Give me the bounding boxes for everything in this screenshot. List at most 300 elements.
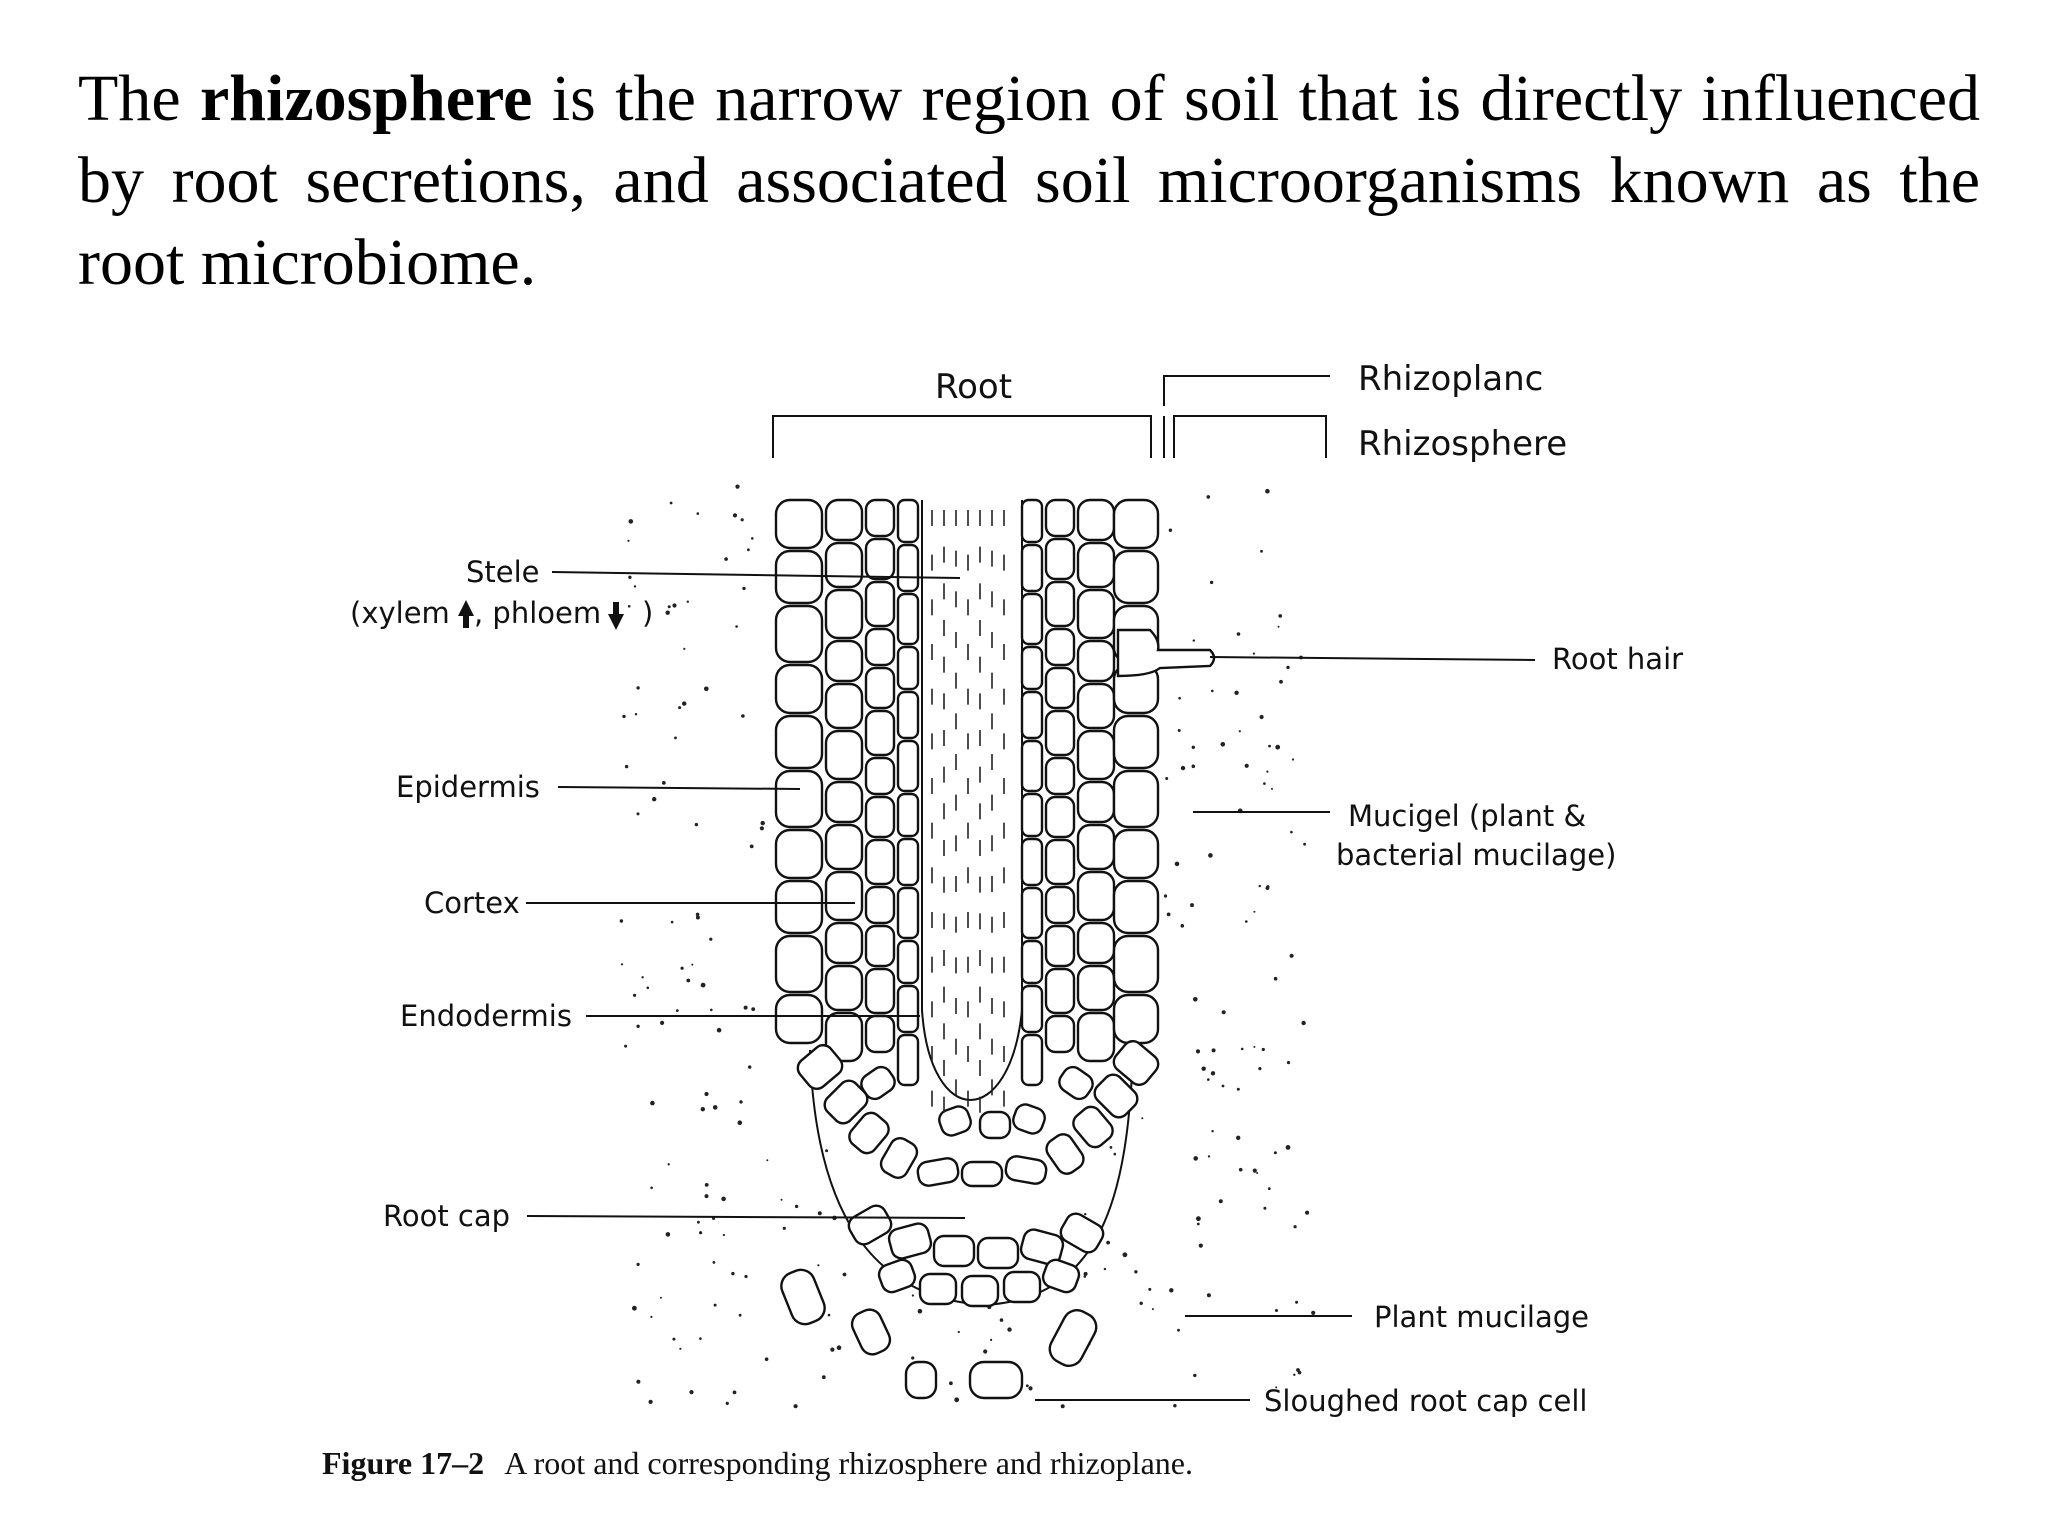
root-cell (1078, 731, 1114, 779)
soil-dot (1207, 495, 1211, 499)
soil-dot (1294, 1225, 1297, 1228)
root-cell (1057, 1210, 1107, 1256)
soil-dot (666, 1232, 671, 1237)
soil-dot (1263, 1207, 1266, 1210)
root-cell (1078, 825, 1114, 869)
soil-dot (1211, 1130, 1213, 1132)
root-cell (866, 840, 894, 884)
soil-dot (635, 713, 637, 715)
soil-dot (750, 845, 754, 849)
soil-dot (649, 1400, 653, 1404)
root-cell (826, 731, 862, 779)
soil-dot (751, 1007, 755, 1011)
soil-dot (1175, 862, 1180, 867)
root-cell (1078, 543, 1114, 587)
soil-dot (1211, 690, 1214, 693)
soil-dot (741, 518, 744, 521)
soil-dot (1301, 1021, 1305, 1025)
soil-dot (689, 1390, 693, 1394)
root-cell (866, 668, 894, 708)
root-cell (1022, 647, 1042, 689)
root-cell (876, 1257, 918, 1295)
soil-dot (1293, 1374, 1295, 1376)
figure-caption-text: A root and corresponding rhizosphere and rhizoplane. (504, 1445, 1193, 1481)
soil-dot (760, 826, 764, 830)
soil-dot (918, 1309, 923, 1314)
soil-dot (1237, 1088, 1240, 1091)
soil-dot (705, 1183, 709, 1187)
root-cell (898, 941, 918, 983)
soil-dot (733, 1391, 737, 1395)
root-cell (1078, 872, 1114, 920)
root-cell (898, 594, 918, 644)
soil-dot (1292, 758, 1294, 760)
root-cell (898, 1035, 918, 1085)
soil-dot (748, 1065, 751, 1068)
soil-dot (621, 963, 623, 965)
root-cell (1022, 500, 1042, 542)
soil-dot (682, 701, 686, 705)
soil-dot (704, 687, 709, 692)
root-cell (898, 500, 918, 542)
root-cell (1046, 582, 1074, 626)
soil-dot (1296, 1368, 1300, 1372)
soil-dot (647, 987, 650, 990)
root-cell (866, 926, 894, 966)
soil-dot (726, 1402, 729, 1405)
soil-dot (679, 1348, 681, 1350)
soil-dot (1212, 1048, 1216, 1052)
soil-dot (1104, 1268, 1106, 1270)
soil-dot (721, 1197, 726, 1202)
soil-dot (766, 1159, 768, 1161)
soil-dot (1196, 1216, 1201, 1221)
root-cell (920, 1274, 956, 1304)
xylem-arrow-icon (458, 600, 474, 628)
soil-dot (668, 605, 671, 608)
soil-dot (714, 1304, 717, 1307)
soil-dot (676, 1009, 679, 1012)
soil-dot (683, 648, 685, 650)
soil-dot (911, 1356, 914, 1359)
label-xylem: (xylem (350, 596, 450, 630)
soil-dot (1263, 782, 1266, 785)
soil-dot (634, 585, 636, 587)
root-cell (845, 1202, 895, 1248)
root-cell (1022, 839, 1042, 885)
root-cell (877, 1135, 920, 1182)
soil-dot (636, 1380, 640, 1384)
soil-dot (620, 919, 623, 922)
root-cell (826, 500, 862, 540)
soil-dot (1193, 997, 1198, 1002)
root-cell (776, 881, 822, 933)
root-cell (826, 590, 862, 638)
soil-dot (825, 1149, 828, 1152)
intro-prefix: The (78, 62, 181, 135)
soil-dot (1106, 1241, 1110, 1245)
soil-dot (1193, 1374, 1196, 1377)
root-cell (826, 923, 862, 963)
soil-dot (678, 706, 681, 709)
soil-dot (741, 714, 745, 718)
root-cell (776, 830, 822, 878)
soil-dot (1164, 894, 1167, 897)
root-cell (1114, 551, 1158, 603)
root-cell (776, 995, 822, 1043)
soil-dot (697, 1221, 700, 1224)
root-cell (1022, 741, 1042, 791)
soil-dot (1259, 885, 1261, 887)
soil-dot (622, 715, 625, 718)
soil-dot (1192, 765, 1196, 769)
soil-dot (1169, 529, 1172, 532)
phloem-arrow-icon (608, 602, 624, 630)
label-endodermis: Endodermis (400, 999, 572, 1033)
soil-dot (765, 1357, 769, 1361)
soil-dot (828, 1314, 831, 1317)
figure-caption (322, 1445, 1193, 1481)
soil-dot (1210, 581, 1213, 584)
root-cell (1078, 966, 1114, 1010)
soil-dot (1165, 777, 1168, 780)
soil-dot (670, 502, 673, 505)
soil-dot (1221, 742, 1226, 747)
soil-dot (1278, 626, 1280, 628)
soil-dot (1245, 920, 1248, 923)
soil-dot (781, 1199, 783, 1201)
soil-dot (1196, 1049, 1200, 1053)
soil-dot (1253, 653, 1255, 655)
root-cell (1010, 1102, 1047, 1137)
root-cell (866, 539, 894, 579)
soil-dot (662, 781, 666, 785)
stele-subtitle (350, 596, 653, 630)
soil-dot (1202, 1067, 1206, 1071)
root-cell (776, 606, 822, 662)
root-cell (826, 543, 862, 587)
soil-dot (629, 519, 634, 524)
soil-dot (795, 1205, 798, 1208)
soil-dot (717, 1028, 722, 1033)
soil-dot (668, 1163, 670, 1165)
stele-vascular-lines (932, 510, 1004, 1113)
soil-dot (672, 1338, 675, 1341)
figure-number: Figure 17–2 (322, 1445, 485, 1481)
soil-dot (1268, 1187, 1271, 1190)
soil-dot (1279, 680, 1283, 684)
soil-dot (739, 1100, 742, 1103)
soil-dot (660, 1297, 662, 1299)
soil-dot (628, 605, 631, 608)
soil-dot (1222, 1010, 1226, 1014)
soil-dot (1239, 730, 1241, 732)
soil-dot (1258, 1067, 1261, 1070)
soil-dot (747, 548, 750, 551)
soil-dot (681, 967, 684, 970)
root-cell (1022, 692, 1042, 738)
root-cell (866, 797, 894, 837)
intro-rest: is the narrow region of soil that is directly influenced by root secretions, and associated soil microorganisms known as the root microbiome. (78, 62, 1981, 299)
root-cell (1046, 758, 1074, 794)
label-sloughed-cell: Sloughed root cap cell (1264, 1384, 1588, 1418)
root-cell (866, 887, 894, 923)
soil-dot (632, 1306, 637, 1311)
soil-dot (837, 1345, 842, 1350)
label-rhizosphere: Rhizosphere (1358, 424, 1568, 464)
root-cell (1078, 923, 1114, 963)
root-cell (898, 888, 918, 938)
soil-dot (705, 1194, 709, 1198)
root-cell (980, 1112, 1010, 1138)
soil-dot (1169, 1288, 1173, 1292)
soil-dot (1197, 1223, 1200, 1226)
label-epidermis: Epidermis (396, 770, 540, 804)
soil-dot (709, 938, 712, 941)
soil-dot (650, 1187, 653, 1190)
label-root: Root (935, 367, 1013, 407)
label-stele-close: ) (642, 596, 654, 630)
root-cell (916, 1157, 960, 1188)
soil-dot (723, 1234, 725, 1236)
soil-dot (1026, 1384, 1029, 1387)
soil-dot (1260, 715, 1264, 719)
root-cell (826, 782, 862, 822)
root-cell (898, 986, 918, 1032)
soil-dot (1178, 697, 1181, 700)
soil-dot (1123, 1252, 1128, 1257)
soil-dot (660, 1021, 664, 1025)
soil-dot (1253, 911, 1255, 913)
soil-dot (1262, 1048, 1265, 1051)
root-cell (866, 758, 894, 794)
soil-dot (1211, 1071, 1215, 1075)
intro-term: rhizosphere (200, 62, 533, 135)
soil-dot (830, 1348, 834, 1352)
soil-dot (1265, 489, 1270, 494)
root-cell (776, 936, 822, 992)
soil-dot (713, 1261, 716, 1264)
label-cortex: Cortex (424, 886, 520, 920)
soil-dot (1303, 843, 1306, 846)
soil-dot (1207, 1078, 1210, 1081)
soil-dot (704, 1092, 708, 1096)
soil-dot (696, 913, 700, 917)
soil-dot (1266, 771, 1268, 773)
soil-stippling (620, 485, 1316, 1409)
soil-dot (1007, 1327, 1011, 1331)
soil-dot (697, 512, 700, 515)
soil-dot (1278, 614, 1282, 618)
soil-dot (731, 1272, 734, 1275)
soil-dot (1190, 903, 1194, 907)
root-cell (1022, 986, 1042, 1032)
soil-dot (641, 976, 643, 978)
soil-dot (1271, 788, 1273, 790)
label-rhizoplane: Rhizoplanc (1358, 359, 1544, 399)
soil-dot (1084, 1272, 1088, 1276)
root-cell (898, 545, 918, 591)
soil-dot (1207, 1293, 1211, 1297)
root-cell (1046, 1016, 1074, 1052)
root-cell (1046, 539, 1074, 579)
soil-dot (794, 1404, 798, 1408)
soil-dot (817, 1264, 819, 1266)
soil-dot (1239, 1168, 1243, 1172)
soil-dot (1237, 632, 1241, 636)
root-cell (1114, 995, 1158, 1043)
soil-dot (1287, 1061, 1290, 1064)
root-cell (776, 716, 822, 768)
root-cell (898, 839, 918, 885)
soil-dot (1274, 977, 1278, 981)
soil-dot (1084, 1213, 1086, 1215)
root-cell (1078, 641, 1114, 681)
soil-dot (912, 1294, 914, 1296)
soil-dot (1245, 764, 1249, 768)
soil-dot (761, 821, 765, 825)
root-cell (898, 794, 918, 836)
soil-dot (1286, 666, 1289, 669)
soil-dot (624, 1045, 627, 1048)
soil-dot (1061, 1404, 1065, 1408)
root-cell (1046, 668, 1074, 708)
root-cell (887, 1221, 933, 1260)
root-cell (978, 1238, 1018, 1268)
soil-dot (733, 513, 737, 517)
root-cell (1022, 794, 1042, 836)
soil-dot (1148, 1288, 1151, 1291)
root-cell (776, 771, 822, 827)
root-cell (1078, 782, 1114, 822)
root-cell (1114, 881, 1158, 933)
soil-dot (1305, 1211, 1309, 1215)
root-cell (1022, 941, 1042, 983)
root-cell (962, 1162, 1002, 1186)
root-cell (1114, 500, 1158, 548)
soil-dot (1134, 1270, 1137, 1273)
soil-dot (1177, 1329, 1180, 1332)
soil-dot (652, 797, 656, 801)
soil-dot (1173, 1404, 1176, 1407)
root-cell (962, 1276, 998, 1306)
soil-dot (687, 601, 689, 603)
soil-dot (954, 1397, 959, 1402)
soil-dot (1256, 1172, 1258, 1174)
root-cell (1046, 797, 1074, 837)
soil-dot (1208, 853, 1213, 858)
root-cell (1046, 926, 1074, 966)
soil-dot (1311, 1311, 1315, 1315)
soil-dot (1268, 745, 1271, 748)
root-cell (936, 1104, 973, 1139)
soil-dot (633, 994, 636, 997)
root-cell (1022, 888, 1042, 938)
soil-dot (958, 1331, 960, 1333)
root-cell (934, 1236, 974, 1266)
soil-dot (822, 1375, 826, 1379)
root-cell (1078, 684, 1114, 728)
soil-dot (1141, 1117, 1143, 1119)
soil-dot (713, 1105, 718, 1110)
root-cell (1114, 716, 1158, 768)
root-cell (866, 969, 894, 1013)
soil-dot (637, 1263, 640, 1266)
soil-dot (625, 765, 628, 768)
root-cell (776, 665, 822, 713)
soil-dot (710, 1009, 713, 1012)
soil-dot (783, 1227, 786, 1230)
soil-dot (636, 1025, 639, 1028)
soil-dot (1140, 1302, 1143, 1305)
soil-dot (1193, 639, 1195, 641)
label-phloem: , phloem (474, 596, 602, 630)
root-cell (866, 582, 894, 626)
soil-dot (1181, 766, 1185, 770)
soil-dot (949, 1381, 953, 1385)
soil-dot (1152, 1308, 1154, 1310)
root-cell (826, 966, 862, 1010)
root-cell (826, 825, 862, 869)
root-bracket (773, 416, 1151, 458)
root-cell (1046, 969, 1074, 1013)
soil-dot (672, 603, 676, 607)
soil-dot (818, 1211, 822, 1215)
label-stele: Stele (466, 555, 540, 589)
soil-dot (1253, 1169, 1257, 1173)
root-cell (1046, 887, 1074, 923)
root-cell (1078, 500, 1114, 540)
root-cell (1114, 771, 1158, 827)
soil-dot (637, 812, 640, 815)
soil-dot (1266, 885, 1269, 888)
root-cell (866, 629, 894, 665)
rhizosphere-bracket (1174, 416, 1326, 458)
soil-dot (1084, 1275, 1087, 1278)
root-cell (776, 500, 822, 548)
label-mucigel-2: bacterial mucilage) (1336, 838, 1617, 872)
root-cell (826, 872, 862, 920)
root-cell (1046, 840, 1074, 884)
soil-dot (1286, 1145, 1291, 1150)
soil-dot (701, 983, 706, 988)
soil-dot (650, 1316, 652, 1318)
root-cell (1046, 629, 1074, 665)
soil-dot (1275, 745, 1280, 750)
label-mucigel-1: Mucigel (plant & (1348, 799, 1587, 833)
root-cell (1114, 936, 1158, 992)
root-cell (898, 741, 918, 791)
soil-dot (1274, 1151, 1277, 1154)
soil-dot (1295, 1301, 1298, 1304)
soil-dot (699, 1337, 702, 1340)
soil-dot (739, 1314, 742, 1317)
root-cell (1022, 545, 1042, 591)
root-cell (1004, 1272, 1040, 1302)
root-cell (826, 684, 862, 728)
soil-dot (738, 1120, 743, 1125)
root-cell (1022, 1035, 1042, 1085)
root-cell (866, 711, 894, 755)
soil-dot (695, 823, 698, 826)
soil-dot (1192, 746, 1195, 749)
root-cell (1046, 711, 1074, 755)
soil-dot (1260, 550, 1263, 553)
soil-dot (691, 964, 693, 966)
soil-dot (1275, 1309, 1278, 1312)
soil-dot (1178, 729, 1181, 732)
soil-dot (1290, 831, 1293, 834)
